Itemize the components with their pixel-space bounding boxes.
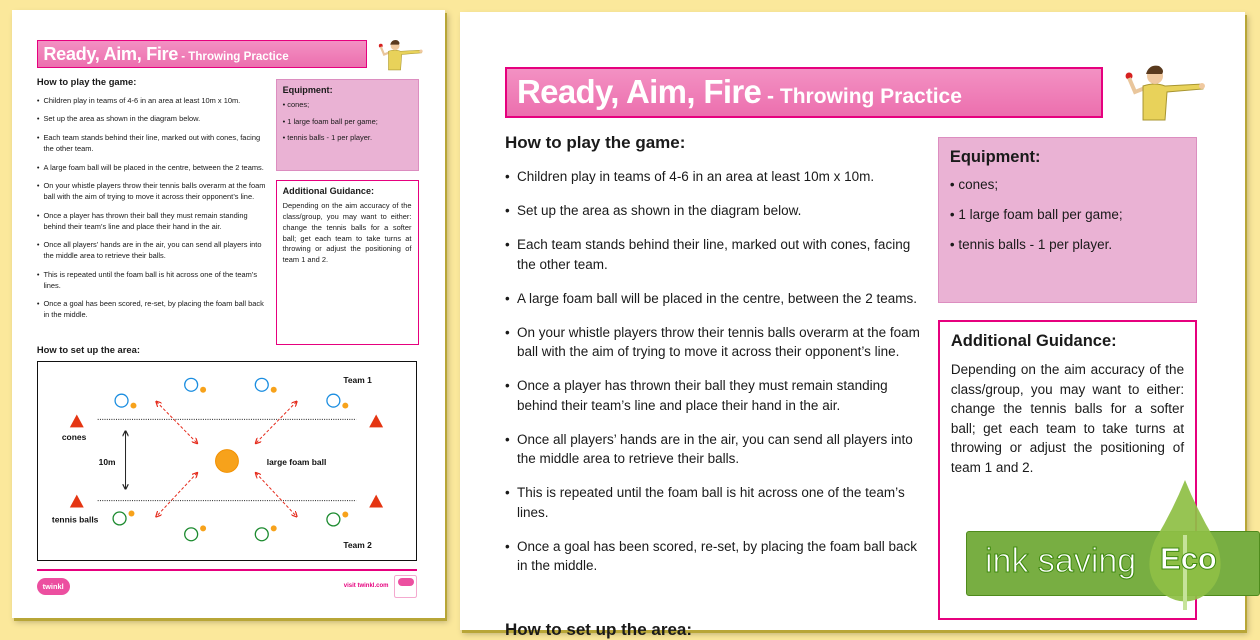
equipment-item: • tennis balls - 1 per player.: [282, 133, 373, 143]
list-item: • This is repeated until the foam ball is hit across one of the team’s lines.: [37, 270, 272, 292]
team2-label: Team 2: [343, 540, 372, 551]
page-thumbnail-left: [12, 10, 445, 618]
footer-divider: [37, 569, 417, 570]
list-item: • A large foam ball will be placed in the centre, between the 2 teams.: [505, 289, 930, 309]
list-item: • This is repeated until the foam ball is hit across one of the team’s lines.: [505, 483, 930, 522]
equipment-item: • cones;: [949, 177, 999, 193]
equipment-box: [938, 137, 1197, 303]
eco-badge-label: Eco: [1160, 541, 1217, 576]
setup-heading: How to set up the area:: [36, 345, 140, 356]
team2-players: [113, 512, 340, 541]
list-item: • Each team stands behind their line, marked out with cones, facing the other team.: [37, 133, 272, 155]
title-banner: [37, 40, 367, 68]
list-item: • Once a player has thrown their ball they must remain standing behind their team’s line and place their hand in the air.: [505, 376, 930, 415]
how-to-play-heading: How to play the game:: [36, 76, 137, 87]
list-item: • Once a goal has been scored, re-set, by placing the foam ball back in the middle.: [37, 299, 272, 321]
content-row: [37, 77, 419, 346]
team1-players: [115, 378, 340, 407]
tennis-balls-label: tennis balls: [51, 514, 99, 525]
eco-banner-text: ink saving: [985, 542, 1137, 580]
list-item: • Set up the area as shown in the diagram below.: [37, 114, 272, 125]
twinkl-logo: twinkl: [37, 578, 70, 595]
quality-badge-icon: [394, 575, 416, 597]
title-sub: - Throwing Practice: [178, 50, 289, 63]
guidance-heading: Additional Guidance:: [282, 186, 375, 197]
title-main: Ready, Aim, Fire: [516, 73, 762, 111]
title-main: Ready, Aim, Fire: [43, 43, 178, 64]
list-item: • Once all players’ hands are in the air, you can send all players into the middle area to retrieve their balls.: [37, 240, 272, 262]
title-banner: [505, 67, 1103, 118]
boy-throwing-illustration: [1115, 62, 1205, 122]
list-item: • On your whistle players throw their tennis balls overarm at the foam ball with the aim of trying to move it across their opponent’s line.: [505, 323, 930, 362]
foam-ball-label: large foam ball: [266, 457, 327, 468]
how-to-play-heading: How to play the game:: [504, 132, 686, 152]
equipment-heading: Equipment:: [949, 148, 1041, 166]
cones-label: cones: [61, 432, 87, 443]
team1-label: Team 1: [343, 374, 372, 385]
equipment-box: [276, 79, 419, 171]
setup-heading: How to set up the area:: [504, 619, 693, 639]
instructions-list: [505, 167, 930, 575]
list-item: • A large foam ball will be placed in the centre, between the 2 teams.: [37, 163, 272, 174]
title-sub: - Throwing Practice: [761, 85, 962, 109]
equipment-item: • tennis balls - 1 per player.: [949, 236, 1113, 252]
list-item: • Once a player has thrown their ball they must remain standing behind their team’s line and place their hand in the air.: [37, 211, 272, 233]
equipment-item: • 1 large foam ball per game;: [949, 206, 1123, 222]
guidance-heading: Additional Guidance:: [950, 332, 1117, 351]
instructions-column: [37, 77, 272, 346]
instructions-list: [37, 96, 272, 321]
guidance-text: Depending on the aim accuracy of the class/group, you may want to either: change the tennis balls for a softer ball; get each team to take turns at throwing or adjust the positioning of team 1 and 2.: [950, 362, 1185, 475]
worksheet-page: [12, 10, 445, 598]
list-item: • Set up the area as shown in the diagram below.: [505, 201, 930, 221]
side-column: [276, 79, 419, 345]
guidance-box: [276, 180, 419, 345]
equipment-item: • 1 large foam ball per game;: [282, 116, 378, 126]
setup-diagram: [37, 361, 417, 561]
list-item: • Children play in teams of 4-6 in an area at least 10m x 10m.: [505, 167, 930, 187]
footer: [37, 575, 417, 597]
list-item: • Once a goal has been scored, re-set, by placing the foam ball back in the middle.: [505, 537, 930, 576]
equipment-heading: Equipment:: [282, 85, 333, 96]
equipment-item: • cones;: [282, 100, 310, 110]
distance-label: 10m: [98, 457, 116, 468]
guidance-text: Depending on the aim accuracy of the class/group, you may want to either: change the tennis balls for a softer ball; get each team to take turns at throwing or adjust the positioning of team 1 and 2.: [282, 201, 412, 265]
list-item: • Each team stands behind their line, marked out with cones, facing the other team.: [505, 235, 930, 274]
foam-ball: [215, 450, 238, 473]
list-item: • On your whistle players throw their tennis balls overarm at the foam ball with the aim of trying to move it across their opponent’s line.: [37, 181, 272, 203]
list-item: • Once all players’ hands are in the air, you can send all players into the middle area to retrieve their balls.: [505, 430, 930, 469]
visit-link[interactable]: visit twinkl.com: [343, 583, 389, 590]
boy-throwing-illustration: [373, 38, 423, 71]
instructions-column: [505, 133, 930, 620]
list-item: • Children play in teams of 4-6 in an area at least 10m x 10m.: [37, 96, 272, 107]
